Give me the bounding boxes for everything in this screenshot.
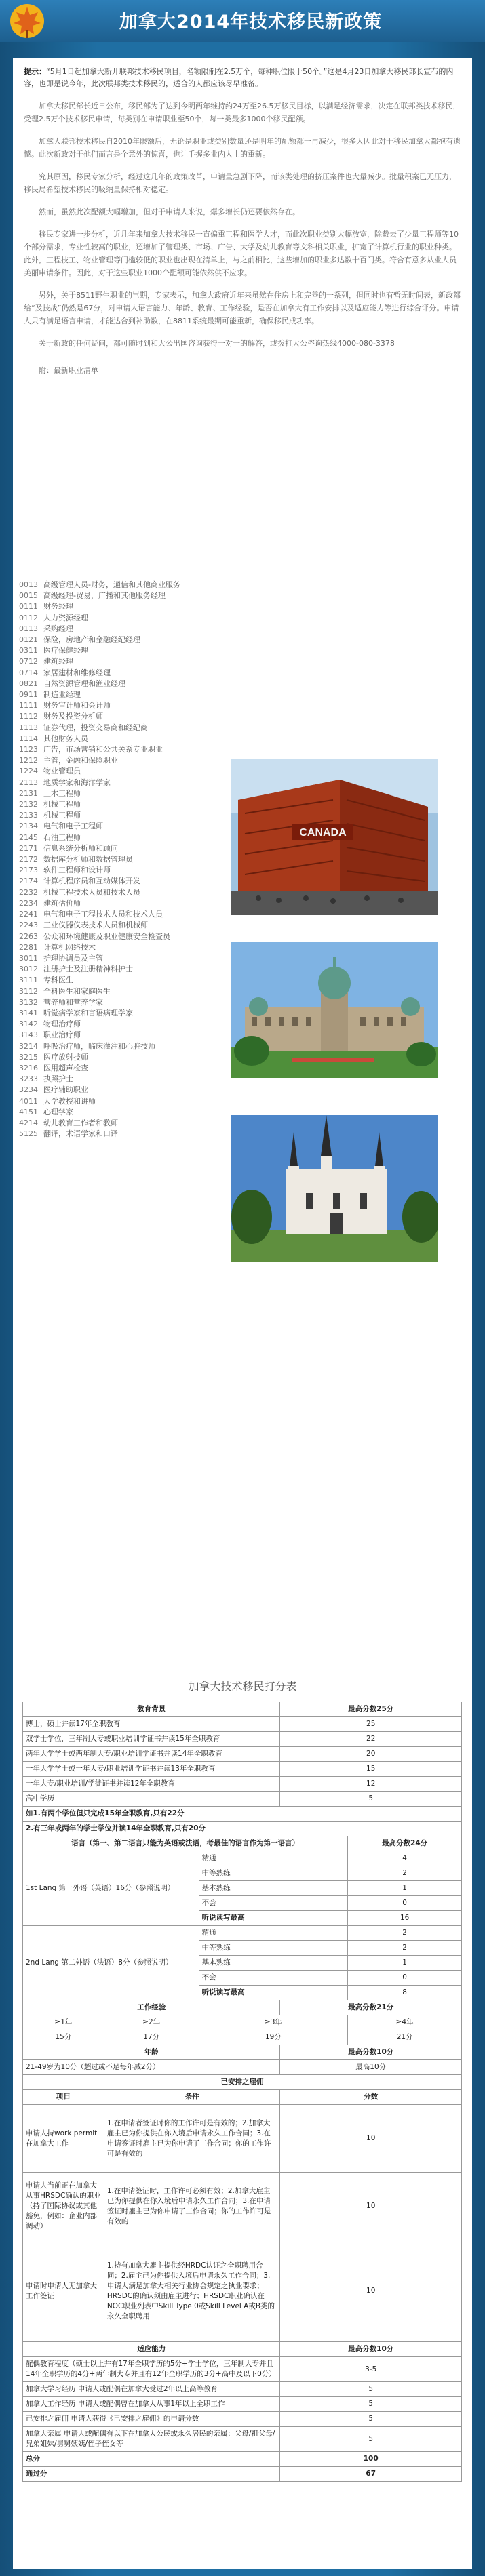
adapt-cond: 配偶教育程度（硕士以上并有17年全职学历的5分+学士学位，三年制大专并且14年全职学历的4分+两年制大专并且有12年全职学历的3分+高中及以下0分） — [23, 2357, 280, 2382]
job-name: 机械工程师 — [43, 811, 81, 820]
job-list-item — [19, 931, 236, 942]
job-name: 软件工程师和设计师 — [43, 866, 111, 875]
maple-leaf-icon — [8, 3, 46, 39]
table-row — [23, 1777, 462, 1792]
table-row — [23, 2060, 462, 2075]
job-code: 3143 — [19, 1030, 38, 1040]
age-max: 最高分数10分 — [280, 2045, 462, 2060]
job-name: 建筑经理 — [43, 657, 73, 666]
job-list-item — [19, 1085, 236, 1095]
job-code: 0111 — [19, 602, 38, 611]
arranged-score: 10 — [280, 2240, 462, 2342]
score-table — [22, 1702, 462, 2482]
job-list-item — [19, 1052, 236, 1063]
job-name: 地质学家和海洋学家 — [43, 778, 111, 787]
lang-score: 2 — [348, 1926, 462, 1941]
job-code: 1111 — [19, 701, 38, 710]
job-name: 营养师和营养学家 — [43, 997, 103, 1007]
job-list-item — [19, 1129, 236, 1140]
job-code: 2232 — [19, 887, 38, 897]
lang-score: 4 — [348, 1851, 462, 1866]
work-score: 21分 — [348, 2030, 462, 2045]
job-code: 1114 — [19, 733, 38, 743]
work-years: ≥4年 — [348, 2015, 462, 2030]
job-code: 0013 — [19, 580, 38, 589]
paragraph: 另外，关于8511野生职业的岂期，专家表示，加拿大政府近年来虽然在住房上和完善的一系列，但同时也有暂无时间表，新政都给“及技战”仍然是67分，对申请人语言能力、年龄、教育、工作经验，是否在加拿大有工作安排以及适应能力等进行综合评分。申请人只有满足语言申请，才能达合到补助数，在8811系统最期可能重新，确保移民成功率。 — [24, 291, 461, 325]
job-code: 0311 — [19, 646, 38, 656]
job-list-item — [19, 711, 236, 722]
job-name: 物理治疗师 — [43, 1020, 81, 1029]
job-code: 4011 — [19, 1096, 38, 1106]
job-list-item — [19, 843, 236, 854]
job-list-item — [19, 920, 236, 931]
job-name: 其他财务人员 — [43, 733, 88, 743]
table-row — [23, 2357, 462, 2382]
job-name: 翻译，术语学家和口译 — [43, 1129, 118, 1139]
table-row — [23, 2467, 462, 2482]
lang-level: 精通 — [199, 1926, 348, 1941]
table-row — [23, 2015, 462, 2030]
lang-level: 基本熟练 — [199, 1881, 348, 1896]
job-name: 高级经理-贸易，广播和其他服务经理 — [43, 591, 166, 601]
paragraph: 究其原因，移民专家分析，经过这几年的政策改革，申请量急剧下降，而该类处理的挤压案件也大量减少。批量积案已无压力，移民局希望技术移民的吸纳量保持相对稳定。 — [24, 172, 457, 194]
table-row — [23, 1822, 462, 1836]
job-code: 1224 — [19, 767, 38, 776]
table-row — [23, 2173, 462, 2240]
adapt-score: 5 — [280, 2427, 462, 2452]
arranged-col: 分数 — [280, 2090, 462, 2105]
job-code: 1112 — [19, 712, 38, 721]
job-code: 0821 — [19, 679, 38, 688]
job-name: 执照护士 — [43, 1074, 73, 1084]
job-list-item — [19, 986, 236, 997]
job-name: 机械工程技术人员和技术人员 — [43, 887, 140, 897]
lang-score: 2 — [348, 1866, 462, 1881]
cathedral-photo — [231, 1115, 438, 1262]
job-list-item — [19, 788, 236, 799]
table-row — [23, 2382, 462, 2397]
job-code: 2263 — [19, 931, 38, 941]
arranged-cond: 1.在申请者签证时你的工作许可是有效的；2.加拿大雇主已为你提供在你入境后申请永久工作合同；3.在申请签证时雇主已为你申请了工作合同；你的工作许可是有效的 — [104, 2105, 280, 2173]
page-title: 加拿大2014年技术移民新政策 — [119, 12, 383, 33]
job-list-item — [19, 964, 236, 975]
job-list-item — [19, 744, 236, 755]
job-name: 心理学家 — [43, 1107, 73, 1116]
edu-cond: 两年大学学士或两年制大专/职业培训学证书并读14年全职教育 — [23, 1747, 280, 1762]
arranged-item: 申请时申请人无加拿大工作签证 — [23, 2240, 104, 2342]
table-row — [23, 1762, 462, 1777]
parliament-photo — [231, 942, 438, 1078]
table-row — [23, 1926, 462, 1941]
adapt-max: 最高分数10分 — [280, 2342, 462, 2357]
job-code: 2243 — [19, 921, 38, 930]
table-row — [23, 1792, 462, 1807]
table-row — [23, 2427, 462, 2452]
job-code: 1212 — [19, 756, 38, 765]
table-row — [23, 2030, 462, 2045]
header-bar — [0, 0, 485, 42]
job-list-item — [19, 624, 236, 635]
job-list-item — [19, 1063, 236, 1074]
job-list-item — [19, 601, 236, 612]
lang-max: 最高分数24分 — [348, 1836, 462, 1851]
work-years: ≥2年 — [104, 2015, 199, 2030]
pass-label: 通过分 — [23, 2467, 280, 2482]
arranged-score: 10 — [280, 2105, 462, 2173]
arranged-col: 条件 — [104, 2090, 280, 2105]
job-list-item — [19, 689, 236, 700]
job-name: 公众和环境健康及职业健康安全检查员 — [43, 931, 170, 941]
score-table-title: 加拿大技术移民打分表 — [188, 1680, 297, 1693]
job-code: 2145 — [19, 832, 38, 842]
adapt-score: 5 — [280, 2397, 462, 2412]
job-name: 人力资源经理 — [43, 613, 88, 622]
job-name: 全科医生和家庭医生 — [43, 986, 111, 996]
job-list-item — [19, 766, 236, 777]
edu-max: 最高分数25分 — [280, 1702, 462, 1717]
job-list-item — [19, 645, 236, 656]
table-row — [23, 1702, 462, 1717]
work-score: 19分 — [199, 2030, 348, 2045]
adapt-cond: 加拿大亲属 申请人或配偶有以下在加拿大公民或永久居民的亲属：父母/祖父母/兄弟姐妹/舅舅姨姨/侄子侄女等 — [23, 2427, 280, 2452]
red-pavilion-photo — [231, 759, 438, 915]
job-code: 2241 — [19, 910, 38, 919]
job-name: 大学教授和讲师 — [43, 1096, 96, 1106]
job-code: 4214 — [19, 1118, 38, 1127]
job-name: 采购经理 — [43, 624, 73, 633]
job-name: 财务及投资分析师 — [43, 712, 103, 721]
arranged-item: 申请人持work permit在加拿大工作 — [23, 2105, 104, 2173]
job-code: 2133 — [19, 811, 38, 820]
edu-cond: 高中学历 — [23, 1792, 280, 1807]
lang-level: 不会 — [199, 1896, 348, 1911]
lang-score: 2 — [348, 1941, 462, 1956]
job-code: 0714 — [19, 668, 38, 677]
job-name: 财务经理 — [43, 602, 73, 611]
job-code: 2174 — [19, 877, 38, 886]
job-code: 0121 — [19, 635, 38, 645]
paragraph: 关于新政的任何疑问，都可随时到和大公出国咨询获得一对一的解答，或拨打大公咨询热线4000-080-3378 — [39, 339, 395, 348]
paragraph: 加拿大联邦技术移民自2010年限额后，无论是职业或类别数量还是明年的配额都一再减少，很多人因此对于移民加拿大都抱有遗憾。此次新政对于他们而言是个意外的惊喜，也让手握多业内人士的重新。 — [24, 137, 461, 159]
lang-score: 1 — [348, 1881, 462, 1896]
job-code: 0712 — [19, 657, 38, 666]
job-list-item — [19, 590, 236, 601]
job-name: 自然资源管理和渔业经理 — [43, 679, 125, 688]
age-score: 最高10分 — [280, 2060, 462, 2075]
job-code: 0911 — [19, 690, 38, 700]
pavilion-sign: CANADA — [299, 827, 347, 839]
table-row — [23, 2397, 462, 2412]
job-list-item — [19, 723, 236, 733]
work-score: 17分 — [104, 2030, 199, 2045]
job-code: 5125 — [19, 1129, 38, 1139]
job-name: 机械工程师 — [43, 800, 81, 809]
lang-level: 不会 — [199, 1971, 348, 1986]
job-name: 呼吸治疗师，临床灌注和心脏技师 — [43, 1041, 155, 1051]
table-row — [23, 2075, 462, 2090]
job-code: 3215 — [19, 1052, 38, 1062]
paragraph: 加拿大移民部长近日公布，移民部为了达到今明两年维持约24万至26.5万移民目标，以满足经济需求，决定在联邦类技术移民，受理2.5万个技术移民申请，每类别在申请职业至50个，每一类最多1000个移民配额。 — [24, 102, 461, 123]
adapt-score: 5 — [280, 2382, 462, 2397]
job-code: 3141 — [19, 1008, 38, 1018]
job-list-item — [19, 832, 236, 843]
job-list — [19, 580, 236, 1140]
job-code: 0112 — [19, 613, 38, 622]
intro-text: “5月1日起加拿大新开联邦技术移民项目，名额限制在2.5万个，每种职位限于50个。”这是4月23日加拿大移民部长宣布的内容，也即是说今年，此次联邦类技术移民的，适合的人都应该尽早准备。 — [24, 67, 454, 88]
job-list-item — [19, 1096, 236, 1107]
edu-cond: 一年大专/职业培训/学徒证书并读12年全职教育 — [23, 1777, 280, 1792]
age-header: 年龄 — [23, 2045, 280, 2060]
edu-score: 5 — [280, 1792, 462, 1807]
job-list-item — [19, 997, 236, 1008]
job-name: 医疗保健经理 — [43, 646, 88, 656]
edu-score: 15 — [280, 1762, 462, 1777]
job-list-item — [19, 580, 236, 590]
job-name: 计算机程序员和互动媒体开发 — [43, 877, 140, 886]
arranged-col: 项目 — [23, 2090, 104, 2105]
job-list-item — [19, 755, 236, 766]
lang-score: 16 — [348, 1911, 462, 1926]
job-name: 广告，市场营销和公共关系专业职业 — [43, 745, 163, 754]
job-list-item — [19, 700, 236, 711]
job-code: 2171 — [19, 843, 38, 853]
job-name: 职业治疗师 — [43, 1030, 81, 1040]
job-name: 石油工程师 — [43, 832, 81, 842]
adapt-cond: 加拿大学习经历 申请人或配偶在加拿大受过2年以上高等教育 — [23, 2382, 280, 2397]
age-cond: 21-49岁为10分（超过或不足每年减2分） — [23, 2060, 280, 2075]
table-row — [23, 2342, 462, 2357]
arranged-item: 申请人当前正在加拿大从事HRSDC确认的职业（持了国际协议或其他豁免，例如：企业内部调动） — [23, 2173, 104, 2240]
paragraph: 移民专家进一步分析，近几年来加拿大技术移民一直偏重工程和医学人才，而此次职业类别大幅放宽，除截去了少量工程师等10个部分需求，专业性较高的职业，还增加了管理类、市场、广告、大学及幼儿教育等文科相关职业，扩宽了计算机行业的职业种类。此外，工程技工、物业管理等门槛较低的职业也出现在清单上，与之前相比，这些增加的职业多达数十百门类。符合有意多从业人员美丽申请条件。因此，对于这些职业1000个配额可能依然供不应求。 — [24, 230, 459, 277]
job-code: 3214 — [19, 1041, 38, 1051]
job-list-item — [19, 865, 236, 876]
job-code: 1113 — [19, 723, 38, 732]
job-list-item — [19, 953, 236, 964]
job-list-item — [19, 821, 236, 832]
work-max: 最高分数21分 — [280, 2000, 462, 2015]
job-list-item — [19, 1074, 236, 1085]
lang-level: 听说读写最高 — [199, 1986, 348, 2000]
total-score: 100 — [280, 2452, 462, 2467]
lang-level: 基本熟练 — [199, 1956, 348, 1971]
job-name: 电气和电子工程师 — [43, 822, 103, 831]
lang1-label: 1st Lang 第一外语（英语）16分（参照说明） — [23, 1851, 199, 1926]
table-row — [23, 2000, 462, 2015]
arranged-cond: 1.持有加拿大雇主提供经HRDC认证之全职聘用合同；2.雇主已为你提供入境后申请永久工作合同；3.申请人满足加拿大相关行业协会规定之执业要求；HRSDC的确认须由雇主进行；HRSDC职业确认在NOC职业列表中Skill Type 0或Skill Level A或B类的永久全职聘用 — [104, 2240, 280, 2342]
lang-header: 语言（第一、第二语言只能为英语或法语，考最佳的语言作为第一语言） — [23, 1836, 348, 1851]
adapt-cond: 已安排之雇佣 申请人获得《已安排之雇佣》的申请分数 — [23, 2412, 280, 2427]
job-code: 3112 — [19, 986, 38, 996]
job-name: 信息系统分析师和顾问 — [43, 843, 118, 853]
job-list-item — [19, 679, 236, 689]
intro-label: 提示： — [24, 67, 46, 76]
edu-score: 25 — [280, 1717, 462, 1732]
job-name: 专科医生 — [43, 975, 73, 985]
job-list-item — [19, 733, 236, 744]
job-name: 制造业经理 — [43, 690, 81, 700]
job-code: 2134 — [19, 822, 38, 831]
job-list-item — [19, 1030, 236, 1041]
job-code: 1123 — [19, 745, 38, 754]
job-code: 2281 — [19, 942, 38, 952]
lang-level: 中等熟练 — [199, 1941, 348, 1956]
job-code: 2132 — [19, 800, 38, 809]
job-list-item — [19, 1107, 236, 1118]
job-name: 家居建材和维修经理 — [43, 668, 111, 677]
edu-header: 教育背景 — [23, 1702, 280, 1717]
lang-level: 中等熟练 — [199, 1866, 348, 1881]
job-code: 2173 — [19, 866, 38, 875]
table-row — [23, 2045, 462, 2060]
table-row — [23, 1851, 462, 1866]
job-code: 2131 — [19, 788, 38, 798]
job-list-item — [19, 635, 236, 645]
work-years: ≥3年 — [199, 2015, 348, 2030]
job-name: 数据库分析师和数据管理员 — [43, 855, 133, 864]
table-row — [23, 2105, 462, 2173]
table-row — [23, 2452, 462, 2467]
adapt-score: 3-5 — [280, 2357, 462, 2382]
work-header: 工作经验 — [23, 2000, 280, 2015]
job-list-item — [19, 1041, 236, 1052]
adapt-cond: 加拿大工作经历 申请人或配偶曾在加拿大从事1年以上全职工作 — [23, 2397, 280, 2412]
job-list-item — [19, 1008, 236, 1019]
lang-score: 1 — [348, 1956, 462, 1971]
arranged-score: 10 — [280, 2173, 462, 2240]
job-list-item — [19, 668, 236, 679]
edu-cond: 一年大学学士或一年大专/职业培训学证书并读13年全职教育 — [23, 1762, 280, 1777]
job-code: 0015 — [19, 591, 38, 601]
job-name: 建筑估价师 — [43, 898, 81, 908]
job-name: 注册护士及注册精神科护士 — [43, 965, 133, 974]
job-name: 保险，房地产和金融经纪经理 — [43, 635, 140, 645]
job-name: 高级管理人员-财务，通信和其他商业服务 — [43, 580, 180, 589]
job-list-item — [19, 942, 236, 953]
lang2-label: 2nd Lang 第二外语（法语）8分（参照说明） — [23, 1926, 199, 2000]
table-row — [23, 2090, 462, 2105]
table-row — [23, 1836, 462, 1851]
job-list-item — [19, 810, 236, 821]
job-code: 3132 — [19, 997, 38, 1007]
job-list-item — [19, 799, 236, 810]
intro-tip — [24, 66, 461, 90]
article-body — [13, 58, 472, 2569]
job-name: 证券代理，投资交易商和经纪商 — [43, 723, 148, 732]
job-code: 3233 — [19, 1074, 38, 1084]
adapt-score: 5 — [280, 2412, 462, 2427]
edu-note: 如1.有两个学位但只完成15年全职教育,只有22分 — [23, 1807, 462, 1822]
job-name: 医疗辅助职业 — [43, 1085, 88, 1095]
table-row — [23, 2240, 462, 2342]
work-score: 15分 — [23, 2030, 104, 2045]
job-name: 幼儿教育工作者和教师 — [43, 1118, 118, 1127]
job-code: 3234 — [19, 1085, 38, 1095]
job-list-item — [19, 854, 236, 865]
pass-score: 67 — [280, 2467, 462, 2482]
edu-note: 2.有三年或两年的学士学位并读14年全职教育,只有20分 — [23, 1822, 462, 1836]
edu-score: 22 — [280, 1732, 462, 1747]
job-code: 4151 — [19, 1107, 38, 1116]
job-code: 2234 — [19, 898, 38, 908]
table-row — [23, 1807, 462, 1822]
job-list-item — [19, 876, 236, 887]
job-list-item — [19, 1019, 236, 1030]
job-code: 3011 — [19, 953, 38, 963]
job-list-item — [19, 898, 236, 909]
job-list-item — [19, 613, 236, 624]
job-list-item — [19, 975, 236, 986]
lang-score: 0 — [348, 1896, 462, 1911]
job-list-item — [19, 778, 236, 788]
arranged-cond: 1.在申请签证时，工作许可必须有效；2.加拿大雇主已为你提供在你入境后申请永久工作合同；3.在申请签证时雇主已为你申请了工作合同；你的工作许可是有效的 — [104, 2173, 280, 2240]
total-label: 总分 — [23, 2452, 280, 2467]
table-row — [23, 1717, 462, 1732]
adapt-header: 适应能力 — [23, 2342, 280, 2357]
table-row — [23, 2412, 462, 2427]
job-code: 3111 — [19, 975, 38, 985]
job-code: 0113 — [19, 624, 38, 633]
work-years: ≥1年 — [23, 2015, 104, 2030]
job-name: 电气和电子工程技术人员和技术人员 — [43, 910, 163, 919]
job-code: 2113 — [19, 778, 38, 787]
job-name: 土木工程师 — [43, 788, 81, 798]
job-name: 医用超声检查 — [43, 1063, 88, 1072]
job-name: 计算机网络技术 — [43, 942, 96, 952]
job-name: 财务审计师和会计师 — [43, 701, 111, 710]
lang-level: 听说读写最高 — [199, 1911, 348, 1926]
table-row — [23, 1732, 462, 1747]
job-name: 听觉病学家和言语病理学家 — [43, 1008, 133, 1018]
edu-cond: 博士，硕士并读17年全职教育 — [23, 1717, 280, 1732]
job-name: 主管，金融和保险职业 — [43, 756, 118, 765]
table-row — [23, 1747, 462, 1762]
job-code: 3216 — [19, 1063, 38, 1072]
job-list-item — [19, 1118, 236, 1129]
job-code: 3142 — [19, 1020, 38, 1029]
job-name: 工业仪器仪表技术人员和机械师 — [43, 921, 148, 930]
lang-level: 精通 — [199, 1851, 348, 1866]
edu-cond: 双学士学位，三年制大专或职业培训学证书并读15年全职教育 — [23, 1732, 280, 1747]
job-code: 3012 — [19, 965, 38, 974]
job-list-item — [19, 887, 236, 898]
job-code: 2172 — [19, 855, 38, 864]
job-list-item — [19, 909, 236, 920]
edu-score: 12 — [280, 1777, 462, 1792]
job-name: 物业管理员 — [43, 767, 81, 776]
edu-score: 20 — [280, 1747, 462, 1762]
paragraph: 然而，虽然此次配额大幅增加，但对于申请人来说，爆多增长仍还要依然存在。 — [39, 207, 300, 216]
lang-score: 0 — [348, 1971, 462, 1986]
job-name: 医疗放射技师 — [43, 1052, 88, 1062]
job-list-item — [19, 656, 236, 667]
lang-score: 8 — [348, 1986, 462, 2000]
job-name: 护理协调员及主管 — [43, 953, 103, 963]
attachment-label: 附：最新职业清单 — [39, 366, 98, 375]
arranged-header: 已安排之雇佣 — [23, 2075, 462, 2090]
